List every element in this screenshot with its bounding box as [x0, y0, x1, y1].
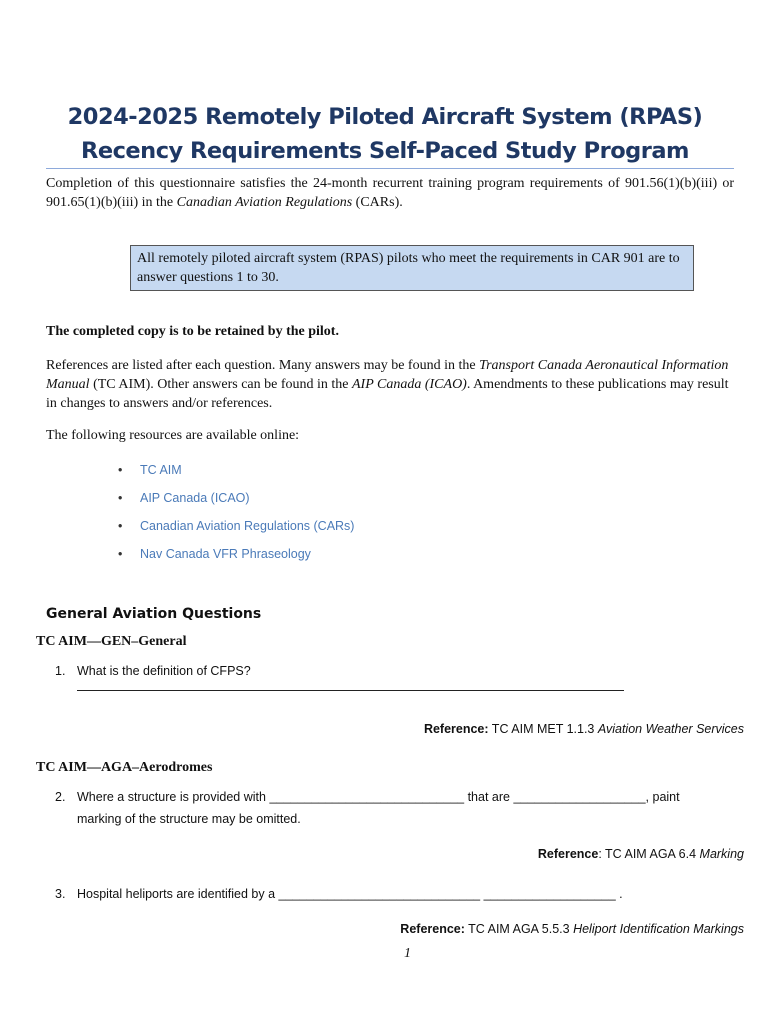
- question-2-line-2: marking of the structure may be omitted.: [77, 812, 301, 826]
- bullet-icon: •: [118, 547, 123, 561]
- subsection-gen: TC AIM—GEN–General: [36, 634, 187, 649]
- question-2: 2. Where a structure is provided with ____________________________ that are ___________________, paint marking of the structure may be omitted.: [55, 786, 680, 830]
- intro-paragraph: [46, 174, 734, 212]
- question-number: 3.: [55, 887, 66, 901]
- answer-line-1[interactable]: [77, 690, 624, 691]
- intro-text-1: Completion of this questionnaire satisfies the 24-month recurrent training program requirements of 901.56(1)(b)(iii) or 901.65(1)(b)(iii) in the: [46, 176, 734, 210]
- refs-text-2: (TC AIM). Other answers can be found in the: [89, 377, 352, 392]
- question-number: 2.: [55, 790, 66, 804]
- answer-blank-2b[interactable]: ___________________: [513, 790, 646, 804]
- refs-text-3: . Amendments to these publications may result in changes to answers and/or references.: [46, 377, 729, 411]
- intro-cars-title: Canadian Aviation Regulations: [176, 195, 353, 210]
- refs-tc-aim-title: Transport Canada Aeronautical Information Manual: [46, 358, 729, 392]
- question-1: [55, 660, 251, 682]
- references-paragraph: [46, 356, 734, 413]
- title-line-2: Recency Requirements Self-Paced Study Program: [81, 138, 689, 164]
- retained-notice: The completed copy is to be retained by the pilot.: [46, 324, 339, 339]
- bullet-icon: •: [118, 491, 123, 505]
- resources-intro: The following resources are available online:: [46, 428, 300, 443]
- question-number: 1.: [55, 664, 66, 678]
- document-title: [0, 100, 770, 168]
- page-number: 1: [404, 946, 411, 961]
- resource-link-vfr-phraseology[interactable]: • Nav Canada VFR Phraseology: [118, 544, 354, 572]
- reference-1: Reference: TC AIM MET 1.1.3 Aviation Weather Services: [423, 722, 744, 736]
- resource-links: [118, 460, 354, 572]
- answer-blank-3b[interactable]: ___________________: [483, 887, 616, 901]
- intro-text-2: (CARs).: [352, 195, 403, 210]
- instruction-box: All remotely piloted aircraft system (RPAS) pilots who meet the requirements in CAR 901 are to answer questions 1 to 30.: [130, 245, 694, 291]
- resource-link-cars[interactable]: • Canadian Aviation Regulations (CARs): [118, 516, 354, 544]
- question-3: 3. Hospital heliports are identified by a _____________________________ ___________________ .: [55, 883, 623, 905]
- section-heading: General Aviation Questions: [46, 606, 262, 622]
- reference-3: Reference: TC AIM AGA 5.5.3 Heliport Identification Markings: [400, 922, 744, 936]
- title-divider: [46, 168, 734, 169]
- resource-link-tc-aim[interactable]: • TC AIM: [118, 460, 354, 488]
- title-line-1: 2024-2025 Remotely Piloted Aircraft System (RPAS): [67, 104, 703, 130]
- reference-2: Reference: TC AIM AGA 6.4 Marking: [537, 847, 744, 861]
- subsection-aga: TC AIM—AGA–Aerodromes: [36, 760, 213, 775]
- resource-link-aip-canada[interactable]: • AIP Canada (ICAO): [118, 488, 354, 516]
- refs-text-1: References are listed after each question. Many answers may be found in the: [46, 358, 480, 373]
- question-text: What is the definition of CFPS?: [77, 664, 251, 678]
- answer-blank-2a[interactable]: ____________________________: [269, 790, 465, 804]
- bullet-icon: •: [118, 519, 123, 533]
- refs-aip-title: AIP Canada (ICAO): [352, 377, 467, 392]
- bullet-icon: •: [118, 463, 123, 477]
- answer-blank-3a[interactable]: _____________________________: [278, 887, 481, 901]
